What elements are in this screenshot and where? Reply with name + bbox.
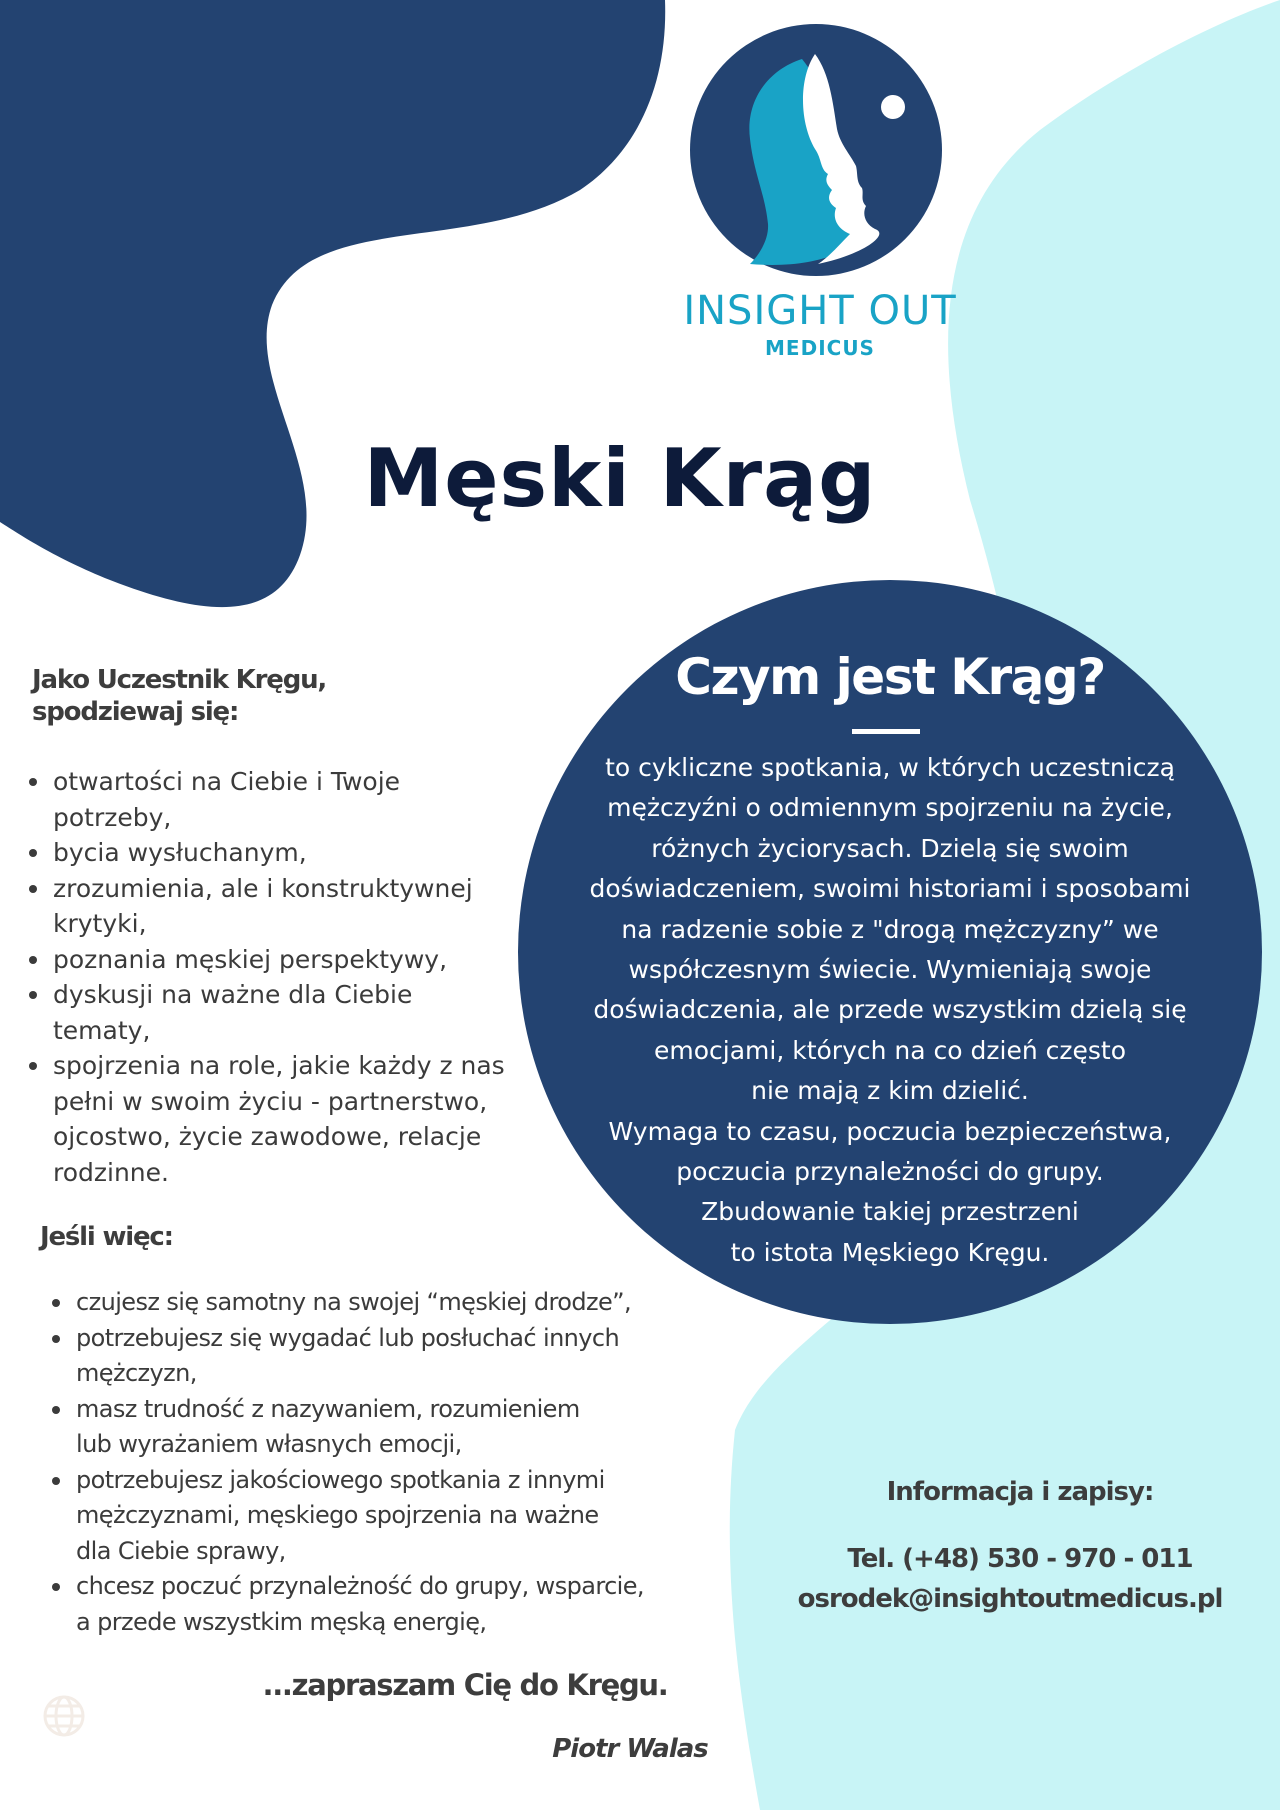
description-line: poczucia przynależności do grupy. bbox=[676, 1157, 1104, 1187]
description-line: to istota Męskiego Kręgu. bbox=[730, 1237, 1050, 1267]
list-item-line: potrzebujesz jakościowego spotkania z innymi bbox=[76, 1465, 605, 1494]
list-item bbox=[76, 1321, 756, 1392]
description-line: Wymaga to czasu, poczucia bezpieczeństwa, bbox=[608, 1116, 1172, 1146]
list-item bbox=[76, 1569, 756, 1640]
list-item-line: krytyki, bbox=[53, 909, 147, 938]
list-item-line: ojcostwo, życie zawodowe, relacje bbox=[53, 1122, 482, 1151]
brand-name: INSIGHT OUT bbox=[683, 288, 957, 334]
contact-heading: Informacja i zapisy: bbox=[886, 1477, 1154, 1507]
list-item-line: dyskusji na ważne dla Ciebie bbox=[53, 980, 413, 1009]
description-line: mężczyźni o odmiennym spojrzeniu na życie, bbox=[607, 793, 1173, 823]
list-item-line: pełni w swoim życiu - partnerstwo, bbox=[53, 1086, 488, 1116]
list-item-line: potrzebujesz się wygadać lub posłuchać innych bbox=[76, 1323, 620, 1352]
list-item bbox=[53, 1048, 583, 1190]
list-item bbox=[53, 871, 583, 942]
description-line: różnych życiorysach. Dzielą się swoim bbox=[651, 833, 1129, 863]
list-item bbox=[53, 764, 583, 835]
ifso-list bbox=[0, 1285, 756, 1640]
list-item-line: czujesz się samotny na swojej “męskiej drodze”, bbox=[76, 1288, 631, 1316]
list-item-line: mężczyzn, bbox=[76, 1359, 197, 1387]
list-item-line: dla Ciebie sprawy, bbox=[76, 1536, 286, 1565]
title-divider bbox=[852, 729, 920, 734]
list-item-line: potrzeby, bbox=[53, 802, 172, 832]
list-item bbox=[53, 942, 583, 978]
expect-heading-line: spodziewaj się: bbox=[32, 697, 239, 727]
list-item-line: masz trudność z nazywaniem, rozumieniem bbox=[76, 1394, 580, 1423]
list-item bbox=[76, 1285, 756, 1321]
list-item bbox=[53, 835, 583, 871]
list-item bbox=[76, 1392, 756, 1463]
expect-list bbox=[0, 764, 583, 1190]
description-line: współczesnym świecie. Wymieniają swoje bbox=[628, 955, 1152, 985]
brand-subtitle: MEDICUS bbox=[765, 336, 875, 360]
circle-description bbox=[560, 748, 1220, 1273]
list-item-line: otwartości na Ciebie i Twoje bbox=[53, 767, 401, 796]
list-item-line: lub wyrażaniem własnych emocji, bbox=[76, 1430, 462, 1458]
list-item-line: rodzinne. bbox=[53, 1157, 169, 1187]
author-signature: Piotr Walas bbox=[552, 1734, 708, 1764]
head-profile-logo-icon bbox=[690, 24, 942, 276]
circle-title: Czym jest Krąg? bbox=[675, 648, 1105, 706]
list-item bbox=[53, 977, 583, 1048]
contact-email[interactable]: osrodek@insightoutmedicus.pl bbox=[797, 1584, 1223, 1614]
list-item-line: poznania męskiej perspektywy, bbox=[53, 944, 448, 974]
description-line: Zbudowanie takiej przestrzeni bbox=[701, 1197, 1079, 1227]
list-item-line: mężczyznami, męskiego spojrzenia na ważne bbox=[76, 1501, 599, 1529]
contact-phone[interactable]: Tel. (+48) 530 - 970 - 011 bbox=[847, 1544, 1193, 1574]
description-line: doświadczeniem, swoimi historiami i sposobami bbox=[589, 874, 1191, 904]
globe-icon bbox=[42, 1694, 86, 1738]
description-line: doświadczenia, ale przede wszystkim dzielą się bbox=[593, 995, 1187, 1025]
page-title: Męski Krąg bbox=[363, 432, 877, 525]
ifso-heading: Jeśli więc: bbox=[40, 1222, 173, 1252]
expect-heading bbox=[32, 664, 552, 728]
list-item-line: chcesz poczuć przynależność do grupy, wsparcie, bbox=[76, 1572, 644, 1600]
list-item-line: tematy, bbox=[53, 1015, 151, 1045]
invitation-text: ...zapraszam Cię do Kręgu. bbox=[262, 1668, 668, 1702]
description-line: na radzenie sobie z "drogą mężczyzny” we bbox=[621, 914, 1159, 944]
list-item-line: bycia wysłuchanym, bbox=[53, 838, 307, 867]
list-item bbox=[76, 1463, 756, 1570]
description-line: emocjami, których na co dzień często bbox=[654, 1035, 1126, 1065]
description-line: to cykliczne spotkania, w których uczestniczą bbox=[605, 753, 1175, 782]
description-line: nie mają z kim dzielić. bbox=[751, 1076, 1029, 1106]
list-item-line: zrozumienia, ale i konstruktywnej bbox=[53, 873, 473, 903]
list-item-line: a przede wszystkim męską energię, bbox=[76, 1607, 487, 1636]
list-item-line: spojrzenia na role, jakie każdy z nas bbox=[53, 1051, 505, 1080]
expect-heading-line: Jako Uczestnik Kręgu, bbox=[32, 665, 327, 695]
